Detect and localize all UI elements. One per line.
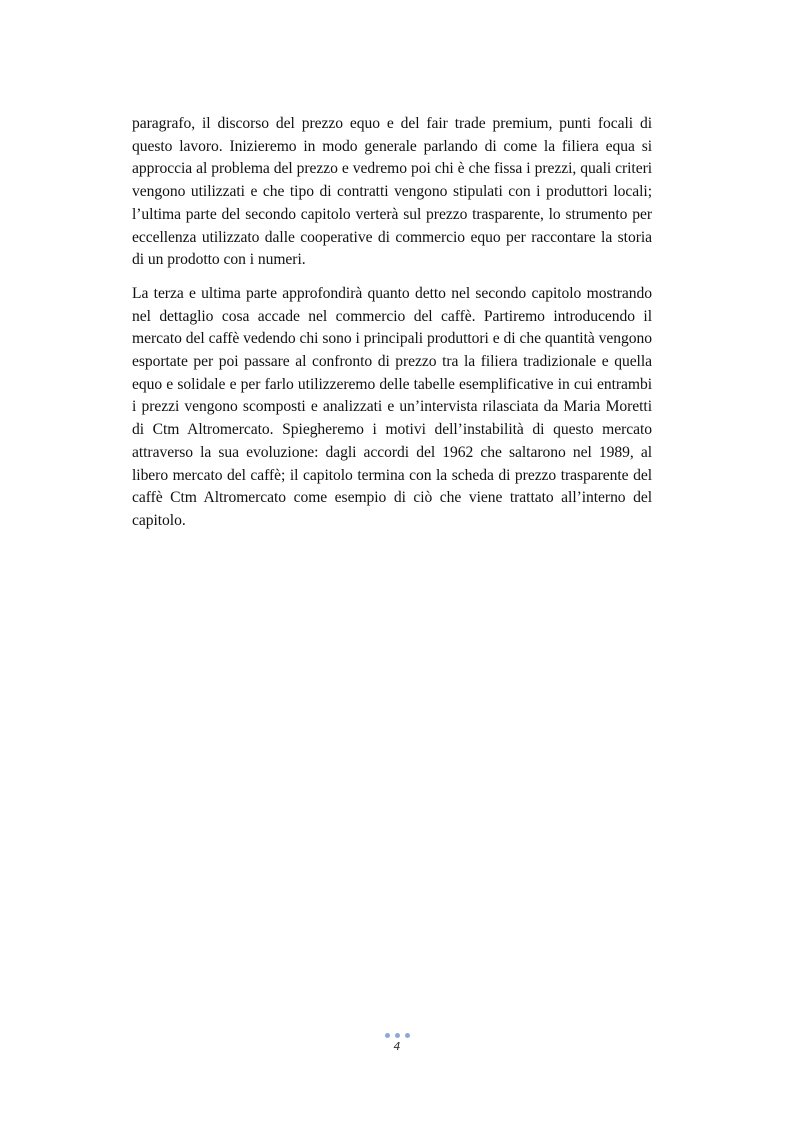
dot-icon	[395, 1033, 400, 1038]
paragraph-2: La terza e ultima parte approfondirà quanto detto nel secondo capitolo mostrando nel dettaglio cosa accade nel commercio del caffè. Partiremo introducendo il mercato del caffè vedendo chi sono i principali produttori e di che quantità vengono esportate per poi passare al confronto di prezzo tra la filiera tradizionale e quella equo e solidale e per farlo utilizzeremo delle tabelle esemplificative in cui entrambi i prezzi vengono scomposti e analizzati e un’intervista rilasciata da Maria Moretti di Ctm Altromercato. Spiegheremo i motivi dell’instabilità di questo mercato attraverso la sua evoluzione: dagli accordi del 1962 che saltarono nel 1989, al libero mercato del caffè; il capitolo termina con la scheda di prezzo trasparente del caffè Ctm Altromercato come esempio di ciò che viene trattato all’interno del capitolo.	[132, 284, 652, 529]
three-dots-icon	[0, 1031, 794, 1039]
paragraph-1: paragrafo, il discorso del prezzo equo e del fair trade premium, punti focali di questo lavoro. Inizieremo in modo generale parlando di come la filiera equa si approccia al problema del prezzo e vedremo poi chi è che fissa i prezzi, quali criteri vengono utilizzati e che tipo di contratti vengono stipulati con i produttori locali; l’ultima parte del secondo capitolo verterà sul prezzo trasparente, lo strumento per eccellenza utilizzato dalle cooperative di commercio equo per raccontare la storia di un prodotto con i numeri.	[132, 115, 652, 269]
dot-icon	[405, 1033, 410, 1038]
page-footer	[0, 1031, 794, 1053]
dot-icon	[385, 1033, 390, 1038]
body-text	[132, 113, 652, 533]
page-number: 4	[393, 1040, 401, 1053]
